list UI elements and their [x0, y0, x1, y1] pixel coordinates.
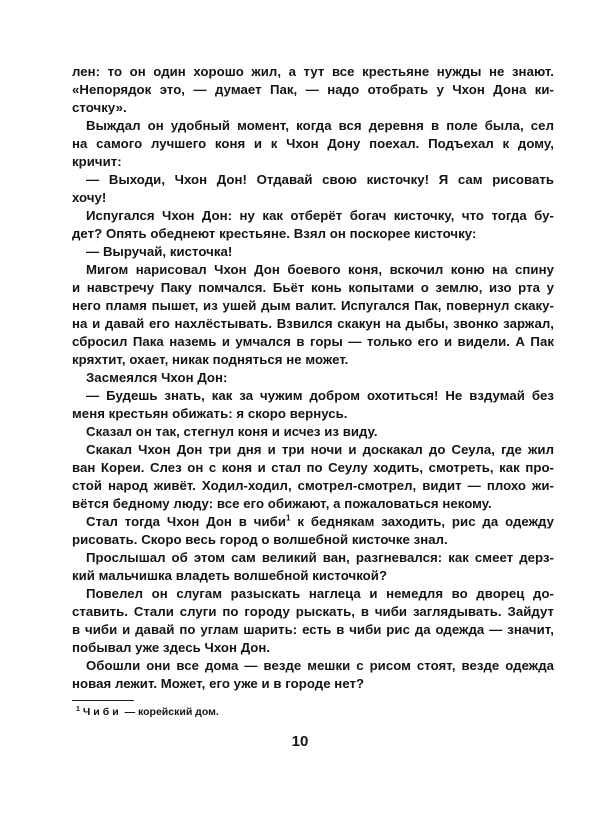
- text-line: сточку».: [72, 100, 127, 115]
- text-line: вётся бедному люду: все его обижают, а пожаловаться некому.: [72, 496, 492, 511]
- text-line: — Будешь знать, как за чужим добром охотиться! Не вздумай без: [86, 388, 554, 403]
- text-line: «Непорядок это, — думает Пак, — надо отобрать у Чхон Дона ки-: [72, 82, 554, 97]
- footnote-divider: [72, 700, 134, 701]
- footnote-text: — корейский дом.: [124, 706, 219, 718]
- text-line: меня крестьян обижать: я скоро вернусь.: [72, 406, 348, 421]
- text-line: рисовать. Скоро весь город о волшебной кисточке знал.: [72, 532, 448, 547]
- text-line: — Выручай, кисточка!: [86, 244, 233, 259]
- text-line: кий мальчишка владеть волшебной кисточкой?: [72, 568, 388, 583]
- text-line: Обошли они все дома — везде мешки с рисом стоят, везде одежда: [86, 658, 554, 673]
- text-line: лен: то он один хорошо жил, а тут все крестьяне нужды не знают.: [72, 64, 554, 79]
- text-line: Повелел он слугам разыскать наглеца и немедля во дворец до-: [86, 586, 554, 601]
- text-line: Выждал он удобный момент, когда вся деревня в поле была, сел: [86, 118, 554, 133]
- text-line: стой народ живёт. Ходил-ходил, смотрел-смотрел, видит — плохо жи-: [72, 478, 554, 493]
- text-line: сбросил Пака наземь и умчался в горы — только его и видели. А Пак: [72, 334, 554, 349]
- text-line: дет? Опять обеднеют крестьяне. Взял он поскорее кисточку:: [72, 226, 477, 241]
- text-line: него пламя пышет, из ушей дым валит. Испугался Пак, повернул скаку-: [72, 298, 554, 313]
- text-line: Мигом нарисовал Чхон Дон боевого коня, вскочил коню на спину: [86, 262, 554, 277]
- text-line: ставить. Стали слуги по городу рыскать, в чиби заглядывать. Зайдут: [72, 604, 554, 619]
- text-line: Засмеялся Чхон Дон:: [86, 370, 228, 385]
- text-line: Прослышал об этом сам великий ван, разгневался: как смеет дерз-: [86, 550, 554, 565]
- text-line-start: Стал тогда Чхон Дон в чиби: [86, 514, 287, 529]
- text-line: на самого лучшего коня и к Чхон Дону поехал. Подъехал к дому,: [72, 136, 554, 151]
- text-line: [72, 513, 554, 531]
- text-body: [72, 63, 554, 693]
- text-line: Сказал он так, стегнул коня и исчез из виду.: [86, 424, 378, 439]
- text-line: побывал уже здесь Чхон Дон.: [72, 640, 271, 655]
- page-number: 10: [291, 733, 309, 750]
- text-line: и навстречу Паку помчался. Бьёт конь копытами о землю, изо рта у: [72, 280, 554, 295]
- text-line: в чиби и давай по углам шарить: есть в чиби рис да одежда — значит,: [72, 622, 554, 637]
- footnote-marker: 1: [76, 705, 80, 713]
- footnote: [76, 706, 219, 718]
- text-line: — Выходи, Чхон Дон! Отдавай свою кисточку! Я сам рисовать: [86, 172, 554, 187]
- footnote-reference: 1: [286, 513, 291, 523]
- text-line: Испугался Чхон Дон: ну как отберёт богач кисточку, что тогда бу-: [86, 208, 554, 223]
- text-line: новая лежит. Может, его уже и в городе нет?: [72, 676, 365, 691]
- text-line: кряхтит, охает, никак подняться не может.: [72, 352, 349, 367]
- text-line: на и давай его нахлёстывать. Взвился скакун на дыбы, звонко заржал,: [72, 316, 554, 331]
- text-line: кричит:: [72, 154, 122, 169]
- text-line-end: к беднякам заходить, рис да одежду: [297, 514, 555, 529]
- footnote-term: Чиби: [82, 706, 122, 718]
- text-line: ван Кореи. Слез он с коня и стал по Сеулу ходить, смотреть, как про-: [72, 460, 554, 475]
- text-line: Скакал Чхон Дон три дня и три ночи и доскакал до Сеула, где жил: [86, 442, 554, 457]
- text-line: хочу!: [72, 190, 107, 205]
